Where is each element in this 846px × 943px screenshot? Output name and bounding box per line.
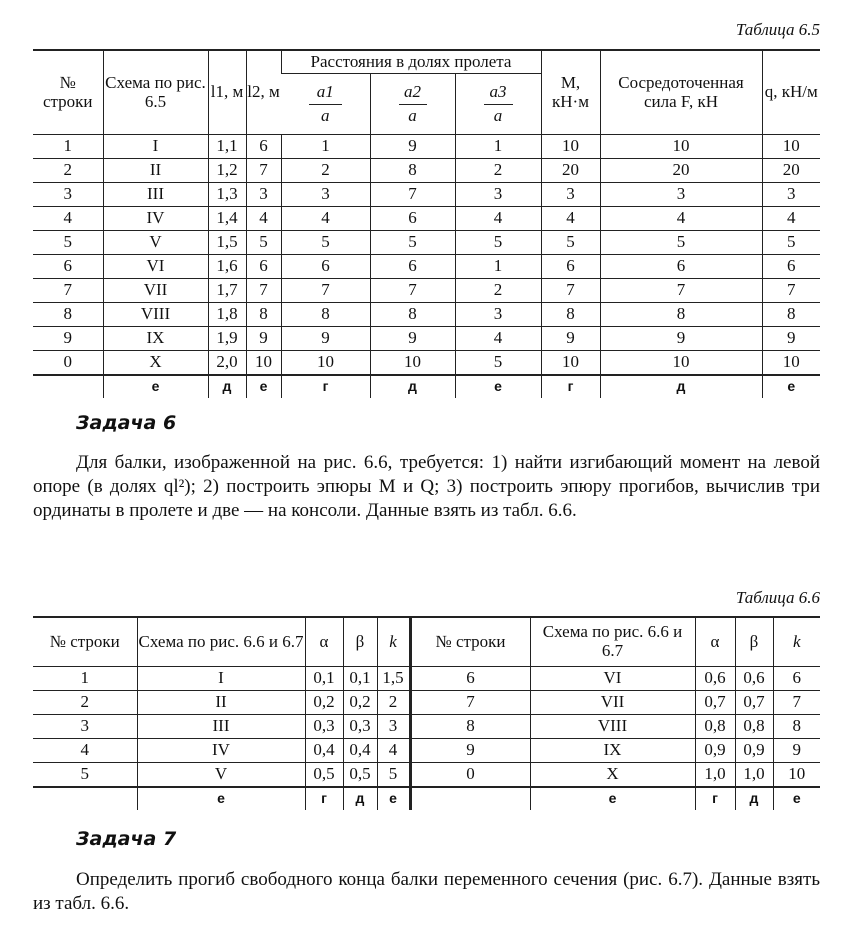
table-header-cell: k bbox=[773, 617, 820, 667]
table-cell: 6 bbox=[370, 207, 455, 231]
table-cell: 0,7 bbox=[735, 691, 773, 715]
table-cell: 10 bbox=[773, 763, 820, 788]
table-cell: 1 bbox=[33, 667, 137, 691]
table-cell: 0,9 bbox=[735, 739, 773, 763]
table-cell: е bbox=[773, 787, 820, 810]
table-cell: IV bbox=[137, 739, 305, 763]
table-cell: 4 bbox=[600, 207, 762, 231]
table-row bbox=[33, 691, 820, 715]
table-cell: 5 bbox=[762, 231, 820, 255]
task-6-text: Для балки, изображенной на рис. 6.6, требуется: 1) найти изгибающий момент на левой опоре (в долях ql²); 2) построить эпюры M и Q; 3) построить эпюру прогибов, вычислив три ординаты в пролете и две — на консоли. Данные взять из табл. 6.6. bbox=[33, 452, 820, 521]
table-cell: X bbox=[103, 351, 208, 376]
header-a2: a2 a bbox=[370, 74, 455, 135]
table-header-cell: β bbox=[735, 617, 773, 667]
table-cell: 20 bbox=[600, 159, 762, 183]
table-row bbox=[33, 207, 820, 231]
table-6-6-caption: Таблица 6.6 bbox=[735, 588, 820, 607]
table-cell: 3 bbox=[33, 715, 137, 739]
table-cell: 9 bbox=[370, 135, 455, 159]
table-cell: 5 bbox=[33, 763, 137, 788]
table-cell: е bbox=[455, 375, 541, 398]
table-cell: 3 bbox=[455, 303, 541, 327]
table-cell: 10 bbox=[600, 135, 762, 159]
table-row bbox=[33, 231, 820, 255]
table-cell: 0,8 bbox=[695, 715, 735, 739]
table-cell: 3 bbox=[246, 183, 281, 207]
table-footer-row bbox=[33, 787, 820, 810]
table-cell: 7 bbox=[773, 691, 820, 715]
table-cell: 10 bbox=[246, 351, 281, 376]
table-cell: VII bbox=[103, 279, 208, 303]
table-cell: VIII bbox=[530, 715, 695, 739]
table-cell: 8 bbox=[246, 303, 281, 327]
table-cell: II bbox=[103, 159, 208, 183]
table-cell: 9 bbox=[410, 739, 530, 763]
table-footer-row bbox=[33, 375, 820, 398]
table-row bbox=[33, 303, 820, 327]
table-cell: 3 bbox=[377, 715, 410, 739]
table-cell: 1,0 bbox=[695, 763, 735, 788]
header-distances: Расстояния в долях пролета bbox=[281, 50, 541, 74]
table-cell: е bbox=[762, 375, 820, 398]
table-cell: 4 bbox=[246, 207, 281, 231]
table-cell: 20 bbox=[762, 159, 820, 183]
table-cell: IV bbox=[103, 207, 208, 231]
table-cell: г bbox=[281, 375, 370, 398]
table-cell: 5 bbox=[281, 231, 370, 255]
table-cell: 9 bbox=[370, 327, 455, 351]
table-cell: 6 bbox=[762, 255, 820, 279]
table-cell: 2,0 bbox=[208, 351, 246, 376]
table-cell: 1,5 bbox=[208, 231, 246, 255]
table-cell: 8 bbox=[281, 303, 370, 327]
table-cell: 10 bbox=[600, 351, 762, 376]
header-q: q, кН/м bbox=[762, 50, 820, 135]
table-cell: I bbox=[137, 667, 305, 691]
table-cell: е bbox=[137, 787, 305, 810]
table-row bbox=[33, 763, 820, 788]
table-cell bbox=[410, 787, 530, 810]
table-cell: 7 bbox=[281, 279, 370, 303]
table-cell: 6 bbox=[281, 255, 370, 279]
table-cell: 0 bbox=[410, 763, 530, 788]
table-cell: VI bbox=[103, 255, 208, 279]
table-cell: 4 bbox=[33, 207, 103, 231]
table-cell: г bbox=[695, 787, 735, 810]
table-6-6 bbox=[33, 616, 820, 810]
table-cell: 0,3 bbox=[305, 715, 343, 739]
table-row bbox=[33, 327, 820, 351]
table-cell: 3 bbox=[541, 183, 600, 207]
table-cell: 7 bbox=[600, 279, 762, 303]
table-cell: 7 bbox=[33, 279, 103, 303]
table-cell: IX bbox=[103, 327, 208, 351]
table-header-cell: β bbox=[343, 617, 377, 667]
table-cell: 8 bbox=[370, 303, 455, 327]
table-cell: 7 bbox=[246, 279, 281, 303]
table-cell: е bbox=[103, 375, 208, 398]
table-cell: г bbox=[305, 787, 343, 810]
table-cell: 8 bbox=[600, 303, 762, 327]
table-cell: 1,0 bbox=[735, 763, 773, 788]
table-cell: 10 bbox=[541, 135, 600, 159]
header-l2: l2, м bbox=[246, 50, 281, 135]
table-cell: V bbox=[137, 763, 305, 788]
table-cell: 9 bbox=[281, 327, 370, 351]
table-cell: 7 bbox=[762, 279, 820, 303]
table-cell: 9 bbox=[541, 327, 600, 351]
table-cell: II bbox=[137, 691, 305, 715]
table-cell: 1,5 bbox=[377, 667, 410, 691]
header-a1: a1 a bbox=[281, 74, 370, 135]
table-cell: е bbox=[530, 787, 695, 810]
table-cell: 1,1 bbox=[208, 135, 246, 159]
table-cell: 9 bbox=[33, 327, 103, 351]
table-row bbox=[33, 135, 820, 159]
table-cell: 7 bbox=[541, 279, 600, 303]
table-cell: 3 bbox=[33, 183, 103, 207]
header-m: M, кН·м bbox=[541, 50, 600, 135]
table-cell: 3 bbox=[281, 183, 370, 207]
table-cell: 20 bbox=[541, 159, 600, 183]
table-cell: д bbox=[370, 375, 455, 398]
table-cell: 6 bbox=[600, 255, 762, 279]
table-cell: 2 bbox=[281, 159, 370, 183]
header-scheme: Схема по рис. 6.5 bbox=[103, 50, 208, 135]
task-7-title: Задача 7 bbox=[76, 828, 177, 850]
table-cell: 4 bbox=[762, 207, 820, 231]
table-cell bbox=[33, 375, 103, 398]
table-cell: 1,8 bbox=[208, 303, 246, 327]
table-cell: 0 bbox=[33, 351, 103, 376]
task-7-text: Определить прогиб свободного конца балки переменного сечения (рис. 6.7). Данные взять из табл. 6.6. bbox=[33, 869, 820, 914]
table-cell: VII bbox=[530, 691, 695, 715]
table-cell: 5 bbox=[600, 231, 762, 255]
table-6-5-caption: Таблица 6.5 bbox=[735, 20, 820, 39]
table-cell: 1 bbox=[281, 135, 370, 159]
table-row bbox=[33, 183, 820, 207]
table-cell: 1,9 bbox=[208, 327, 246, 351]
table-row bbox=[33, 715, 820, 739]
table-cell: 0,2 bbox=[305, 691, 343, 715]
table-cell: 4 bbox=[281, 207, 370, 231]
header-force: Сосредоточенная сила F, кН bbox=[600, 50, 762, 135]
table-header-cell: № строки bbox=[410, 617, 530, 667]
table-header-cell: k bbox=[377, 617, 410, 667]
table-cell: 8 bbox=[370, 159, 455, 183]
table-cell: 10 bbox=[541, 351, 600, 376]
table-cell: 5 bbox=[246, 231, 281, 255]
table-cell: 8 bbox=[33, 303, 103, 327]
table-header-cell: Схема по рис. 6.6 и 6.7 bbox=[530, 617, 695, 667]
table-cell: 4 bbox=[455, 327, 541, 351]
table-cell: 0,6 bbox=[735, 667, 773, 691]
table-cell: 9 bbox=[762, 327, 820, 351]
table-cell: 3 bbox=[600, 183, 762, 207]
table-cell: 6 bbox=[246, 255, 281, 279]
table-cell: 0,6 bbox=[695, 667, 735, 691]
table-cell: 7 bbox=[370, 183, 455, 207]
table-cell: 1,6 bbox=[208, 255, 246, 279]
table-cell: 6 bbox=[541, 255, 600, 279]
table-cell: 2 bbox=[455, 159, 541, 183]
table-cell: 8 bbox=[410, 715, 530, 739]
table-cell: 7 bbox=[370, 279, 455, 303]
table-6-5 bbox=[33, 49, 820, 398]
table-cell: 0,2 bbox=[343, 691, 377, 715]
table-cell: 1,2 bbox=[208, 159, 246, 183]
header-row-no: № строки bbox=[33, 50, 103, 135]
table-cell: 1 bbox=[33, 135, 103, 159]
table-cell: 6 bbox=[246, 135, 281, 159]
table-cell: V bbox=[103, 231, 208, 255]
table-row bbox=[33, 159, 820, 183]
table-cell: 8 bbox=[541, 303, 600, 327]
table-cell: 5 bbox=[541, 231, 600, 255]
table-cell: X bbox=[530, 763, 695, 788]
table-cell: VIII bbox=[103, 303, 208, 327]
table-cell: 1,7 bbox=[208, 279, 246, 303]
table-cell: 5 bbox=[455, 351, 541, 376]
table-cell: 5 bbox=[455, 231, 541, 255]
table-cell: 0,4 bbox=[343, 739, 377, 763]
table-cell: 0,4 bbox=[305, 739, 343, 763]
table-cell: д bbox=[343, 787, 377, 810]
table-row bbox=[33, 667, 820, 691]
table-header-cell: Схема по рис. 6.6 и 6.7 bbox=[137, 617, 305, 667]
table-header-cell: α bbox=[305, 617, 343, 667]
table-cell: 2 bbox=[33, 691, 137, 715]
table-cell: 5 bbox=[377, 763, 410, 788]
table-cell: VI bbox=[530, 667, 695, 691]
table-cell: 0,5 bbox=[343, 763, 377, 788]
table-row bbox=[33, 739, 820, 763]
table-cell: 4 bbox=[33, 739, 137, 763]
table-cell: 7 bbox=[410, 691, 530, 715]
table-cell: 10 bbox=[281, 351, 370, 376]
table-cell: 2 bbox=[377, 691, 410, 715]
table-cell: 5 bbox=[33, 231, 103, 255]
table-cell: 6 bbox=[370, 255, 455, 279]
table-cell: 0,7 bbox=[695, 691, 735, 715]
table-cell: д bbox=[600, 375, 762, 398]
table-cell: д bbox=[208, 375, 246, 398]
table-cell: 10 bbox=[762, 135, 820, 159]
table-cell: 10 bbox=[370, 351, 455, 376]
table-cell: 3 bbox=[455, 183, 541, 207]
table-cell: 9 bbox=[600, 327, 762, 351]
table-cell: 0,5 bbox=[305, 763, 343, 788]
table-cell: 0,1 bbox=[343, 667, 377, 691]
table-cell: 6 bbox=[33, 255, 103, 279]
table-cell: III bbox=[137, 715, 305, 739]
table-cell: 9 bbox=[773, 739, 820, 763]
table-cell: 3 bbox=[762, 183, 820, 207]
table-cell: 4 bbox=[455, 207, 541, 231]
table-cell: 2 bbox=[33, 159, 103, 183]
table-cell: 8 bbox=[773, 715, 820, 739]
table-row bbox=[33, 279, 820, 303]
table-cell: 8 bbox=[762, 303, 820, 327]
table-cell: 2 bbox=[455, 279, 541, 303]
header-l1: l1, м bbox=[208, 50, 246, 135]
table-cell: 6 bbox=[773, 667, 820, 691]
table-cell: III bbox=[103, 183, 208, 207]
table-cell: I bbox=[103, 135, 208, 159]
table-cell: 1 bbox=[455, 255, 541, 279]
table-cell: 0,8 bbox=[735, 715, 773, 739]
table-cell: 0,1 bbox=[305, 667, 343, 691]
table-row bbox=[33, 351, 820, 376]
table-cell: 1 bbox=[455, 135, 541, 159]
table-cell: 7 bbox=[246, 159, 281, 183]
table-cell: 4 bbox=[377, 739, 410, 763]
table-header-cell: α bbox=[695, 617, 735, 667]
table-cell: д bbox=[735, 787, 773, 810]
table-cell: е bbox=[377, 787, 410, 810]
table-cell: 10 bbox=[762, 351, 820, 376]
table-cell: 9 bbox=[246, 327, 281, 351]
table-row bbox=[33, 255, 820, 279]
task-6-title: Задача 6 bbox=[76, 412, 177, 434]
table-cell: 4 bbox=[541, 207, 600, 231]
table-cell bbox=[33, 787, 137, 810]
table-cell: г bbox=[541, 375, 600, 398]
table-cell: 0,3 bbox=[343, 715, 377, 739]
table-cell: 5 bbox=[370, 231, 455, 255]
header-a3: a3 a bbox=[455, 74, 541, 135]
table-cell: IX bbox=[530, 739, 695, 763]
table-cell: 0,9 bbox=[695, 739, 735, 763]
table-cell: е bbox=[246, 375, 281, 398]
table-cell: 1,4 bbox=[208, 207, 246, 231]
table-header-cell: № строки bbox=[33, 617, 137, 667]
table-cell: 1,3 bbox=[208, 183, 246, 207]
table-cell: 6 bbox=[410, 667, 530, 691]
